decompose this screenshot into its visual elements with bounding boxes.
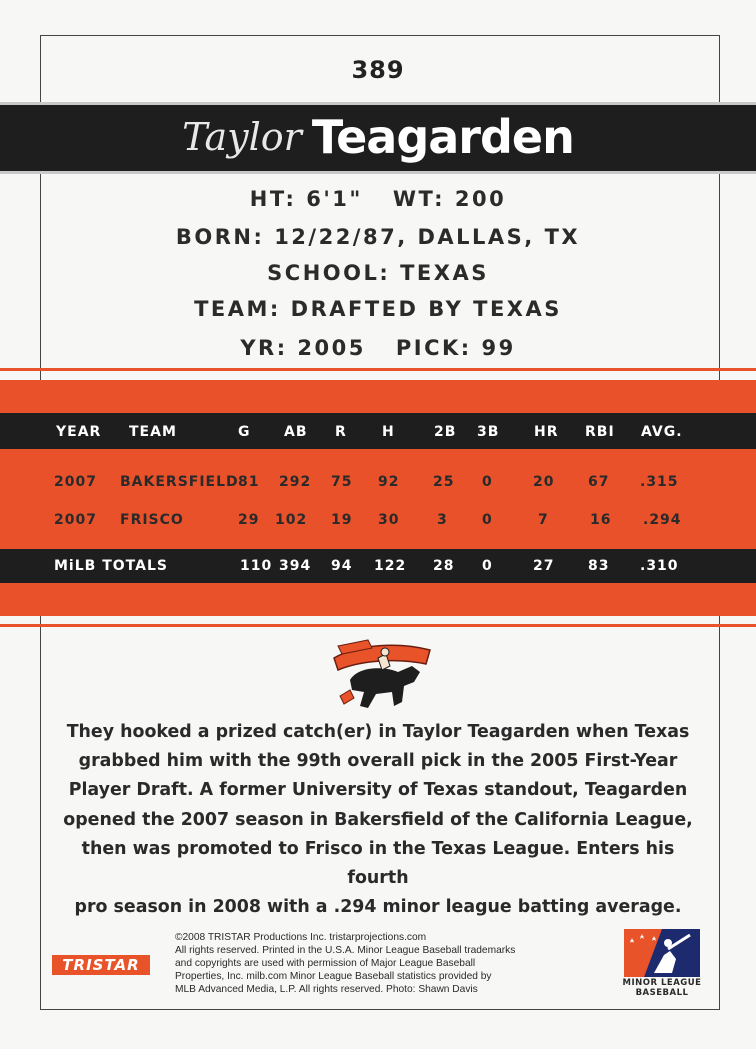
cell-team: FRISCO [120, 512, 184, 528]
card-number: 389 [351, 56, 405, 84]
cell-year: 2007 [54, 474, 97, 490]
cell-ab: 102 [275, 512, 308, 528]
total-hr: 27 [533, 558, 555, 574]
copyright-text [175, 931, 605, 996]
bio-height-weight [0, 187, 756, 211]
total-h: 122 [374, 558, 407, 574]
col-team: TEAM [129, 424, 177, 440]
cell-ab: 292 [279, 474, 312, 490]
copyright-line: and copyrights are used with permission of Major League Baseball [175, 958, 476, 969]
cell-2b: 25 [433, 474, 455, 490]
cell-avg: .315 [640, 474, 679, 490]
description-line: They hooked a prized catch(er) in Taylor Teagarden when Texas [66, 722, 690, 742]
cell-h: 92 [378, 474, 400, 490]
side-rule-right [719, 655, 720, 895]
col-year: YEAR [56, 424, 102, 440]
cell-h: 30 [378, 512, 400, 528]
cell-3b: 0 [482, 512, 493, 528]
bio-team: TEAM: DRAFTED BY TEXAS [194, 297, 562, 321]
cell-r: 75 [331, 474, 353, 490]
description-line: then was promoted to Frisco in the Texas League. Enters his fourth [81, 838, 675, 889]
total-ab: 394 [279, 558, 312, 574]
cell-hr: 20 [533, 474, 555, 490]
description-line: pro season in 2008 with a .294 minor league batting average. [74, 897, 682, 918]
bio-year: YR: 2005 [240, 336, 366, 360]
cell-2b: 3 [437, 512, 448, 528]
last-name: Teagarden [311, 110, 574, 164]
col-g: G [238, 424, 251, 440]
total-rbi: 83 [588, 558, 610, 574]
bio-born: BORN: 12/22/87, DALLAS, TX [175, 225, 581, 249]
divider-top [0, 368, 756, 371]
total-g: 110 [240, 558, 273, 574]
milb-logo-icon [624, 929, 700, 977]
total-3b: 0 [482, 558, 493, 574]
col-hr: HR [534, 424, 559, 440]
copyright-line: ©2008 TRISTAR Productions Inc. tristarprojections.com [175, 932, 427, 943]
team-logo-icon [328, 636, 436, 714]
cell-r: 19 [331, 512, 353, 528]
cell-hr: 7 [538, 512, 549, 528]
milb-text-line: BASEBALL [635, 988, 689, 998]
milb-logo-text [612, 978, 712, 998]
total-2b: 28 [433, 558, 455, 574]
col-avg: AVG. [641, 424, 683, 440]
description-line: grabbed him with the 99th overall pick in the 2005 First-Year [78, 751, 678, 772]
col-rbi: RBI [585, 424, 615, 440]
milb-text-line: MINOR LEAGUE [622, 978, 702, 988]
col-2b: 2B [434, 424, 457, 440]
copyright-line: All rights reserved. Printed in the U.S.A. Minor League Baseball trademarks [175, 945, 516, 956]
description-line: Player Draft. A former University of Texas standout, Teagarden [68, 780, 688, 801]
copyright-line: MLB Advanced Media, L.P. All rights reserved. Photo: Shawn Davis [175, 984, 478, 995]
cell-rbi: 67 [588, 474, 610, 490]
cell-team: BAKERSFIELD [120, 474, 239, 490]
cell-g: 29 [238, 512, 260, 528]
bio-pick: PICK: 99 [395, 336, 516, 360]
first-name: Taylor [182, 115, 302, 159]
tristar-logo: TRISTAR [52, 955, 150, 975]
player-description [52, 718, 704, 922]
cell-g: 81 [238, 474, 260, 490]
player-name [0, 110, 756, 164]
col-3b: 3B [477, 424, 500, 440]
cell-rbi: 16 [590, 512, 612, 528]
col-r: R [335, 424, 347, 440]
side-rule-left [40, 655, 41, 895]
totals-label: MiLB TOTALS [54, 558, 168, 574]
total-avg: .310 [640, 558, 679, 574]
bio-height: HT: 6'1" [249, 187, 363, 211]
bio-weight: WT: 200 [392, 187, 507, 211]
cell-year: 2007 [54, 512, 97, 528]
copyright-line: Properties, Inc. milb.com Minor League Baseball statistics provided by [175, 971, 492, 982]
col-h: H [382, 424, 395, 440]
col-ab: AB [284, 424, 308, 440]
bio-school: SCHOOL: TEXAS [267, 261, 489, 285]
divider-bottom [0, 624, 756, 627]
description-line: opened the 2007 season in Bakersfield of the California League, [63, 809, 693, 830]
cell-3b: 0 [482, 474, 493, 490]
total-r: 94 [331, 558, 353, 574]
bio-draft [0, 336, 756, 360]
cell-avg: .294 [643, 512, 682, 528]
